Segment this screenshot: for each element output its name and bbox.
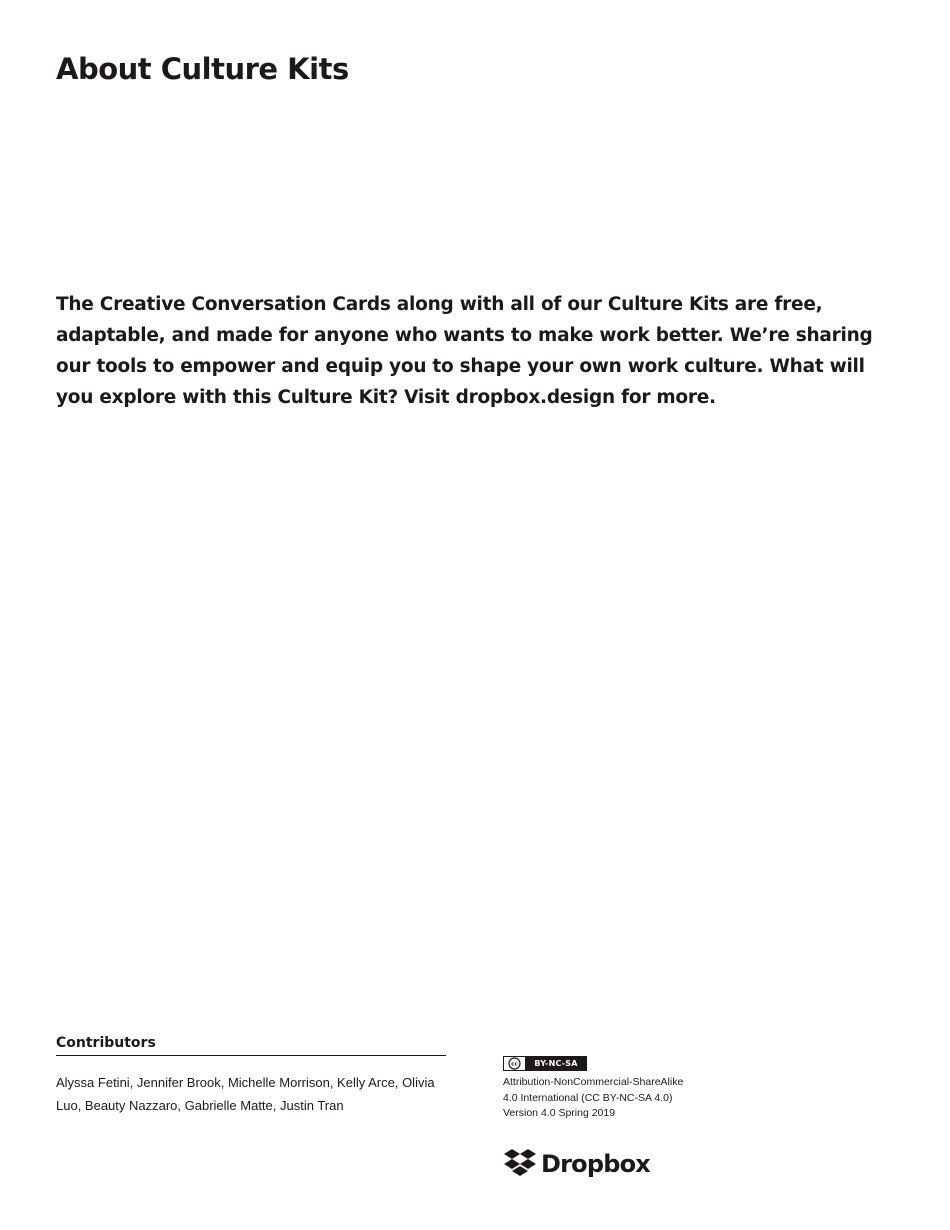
- contributors-section: [56, 1033, 446, 1117]
- license-text: [503, 1071, 803, 1122]
- page-title: About Culture Kits: [56, 52, 349, 86]
- cc-license-badge: [503, 1056, 587, 1071]
- license-line-3: Version 4.0 Spring 2019: [503, 1107, 616, 1119]
- license-line-2: 4.0 International (CC BY-NC-SA 4.0): [503, 1091, 673, 1104]
- license-section: [503, 1056, 803, 1122]
- contributors-names: Alyssa Fetini, Jennifer Brook, Michelle Morrison, Kelly Arce, Olivia Luo, Beauty Nazzaro, Gabrielle Matte, Justin Tran: [56, 1075, 435, 1113]
- dropbox-brand: [503, 1149, 650, 1179]
- dropbox-wordmark: Dropbox: [541, 1150, 650, 1178]
- contributors-heading: Contributors: [56, 1033, 446, 1056]
- cc-badge-label: BY-NC-SA: [526, 1057, 586, 1070]
- cc-icon-label: cc: [511, 1061, 518, 1068]
- intro-paragraph: The Creative Conversation Cards along with all of our Culture Kits are free, adaptable, and made for anyone who wants to make work better. We’re sharing our tools to empower and equip you to shape your own work culture. What will you explore with this Culture Kit? Visit dropbox.design for more.: [56, 294, 873, 408]
- cc-icon: [504, 1057, 526, 1070]
- dropbox-logo-icon: [503, 1149, 537, 1179]
- license-line-1: Attribution-NonCommercial-ShareAlike: [503, 1076, 684, 1088]
